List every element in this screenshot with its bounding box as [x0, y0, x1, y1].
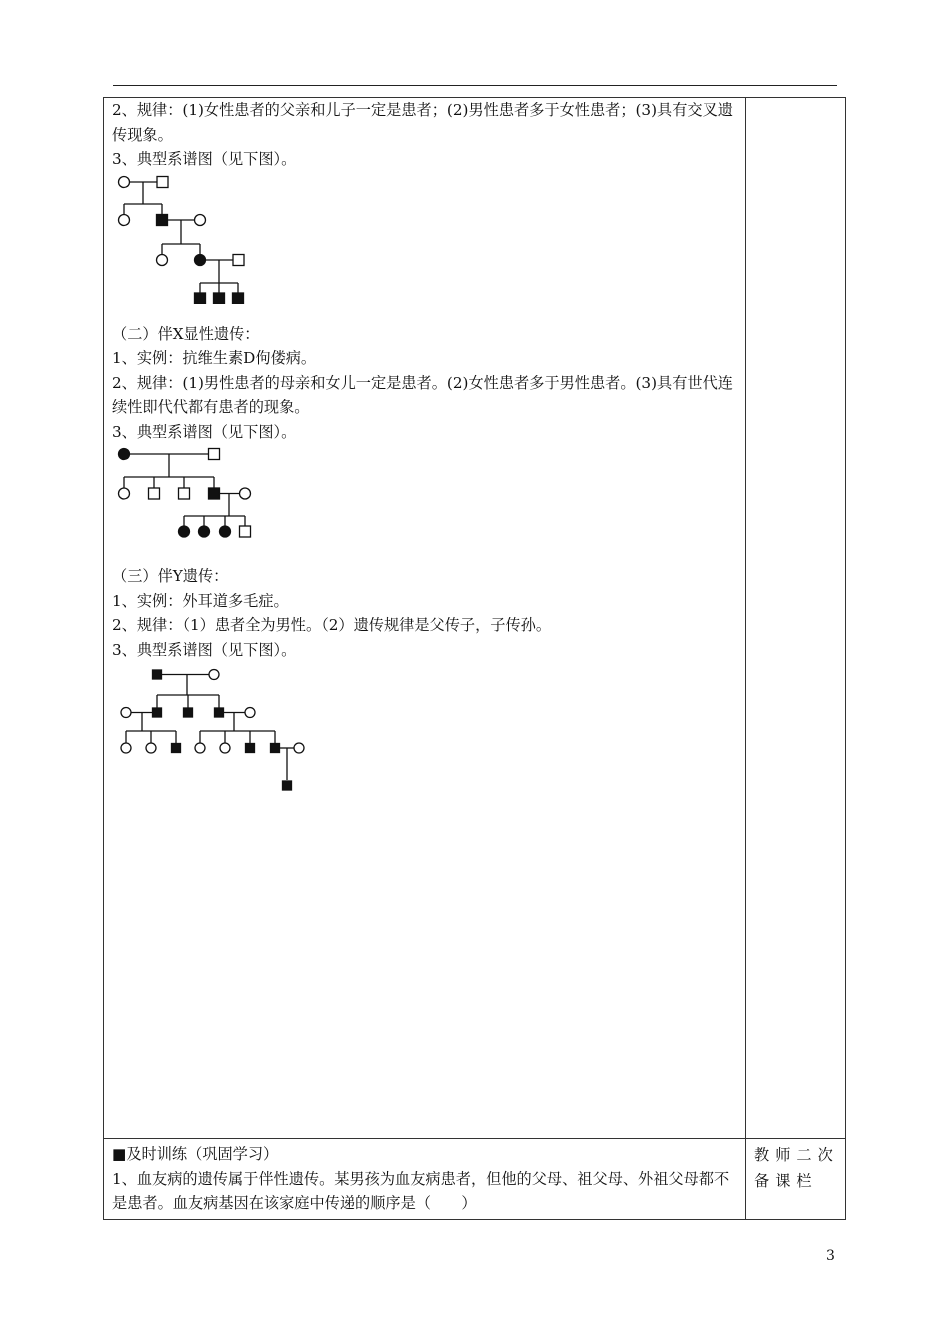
xd-pedigree-caption: 3、典型系谱图（见下图）。	[112, 422, 297, 441]
xd-pedigree-diagram	[112, 446, 262, 546]
xd-heading: （二）伴X显性遗传：	[112, 324, 260, 343]
yl-rule-text: 2、规律：（1）患者全为男性。（2）遗传规律是父传子，子传孙。	[112, 616, 552, 634]
row-divider	[104, 1138, 845, 1139]
yl-pedigree-caption: 3、典型系谱图（见下图）。	[112, 640, 297, 659]
xr-rule-text: 2、规律：(1)女性患者的父亲和儿子一定是患者；(2)男性患者多于女性患者；(3)具有交叉遗传现象。	[112, 101, 733, 144]
column-divider	[745, 98, 746, 1219]
notes-cell	[112, 98, 740, 799]
practice-heading: ■及时训练（巩固学习）	[112, 1145, 279, 1163]
xd-example: 1、实例：抗维生素D佝偻病。	[112, 349, 317, 367]
yl-example: 1、实例：外耳道多毛症。	[112, 591, 289, 610]
xr-pedigree-caption: 3、典型系谱图（见下图）。	[112, 150, 297, 168]
yl-pedigree-diagram	[112, 664, 312, 799]
practice-cell	[112, 1142, 740, 1216]
header-rule	[113, 85, 837, 86]
xd-rule-text: 2、规律：(1)男性患者的母亲和女儿一定是患者。(2)女性患者多于男性患者。(3)具有世代连续性即代代都有患者的现象。	[112, 373, 733, 416]
lesson-table	[103, 97, 846, 1220]
practice-question-1: 1、血友病的遗传属于伴性遗传。某男孩为血友病患者，但他的父母、祖父母、外祖父母都不是患者。血友病基因在该家庭中传递的顺序是（ ）	[112, 1169, 730, 1212]
page-number: 3	[826, 1248, 835, 1264]
xr-pedigree-diagram	[112, 174, 262, 304]
teacher-note-label: 教师二次备课栏	[754, 1146, 839, 1190]
yl-heading: （三）伴Y遗传：	[112, 567, 229, 585]
